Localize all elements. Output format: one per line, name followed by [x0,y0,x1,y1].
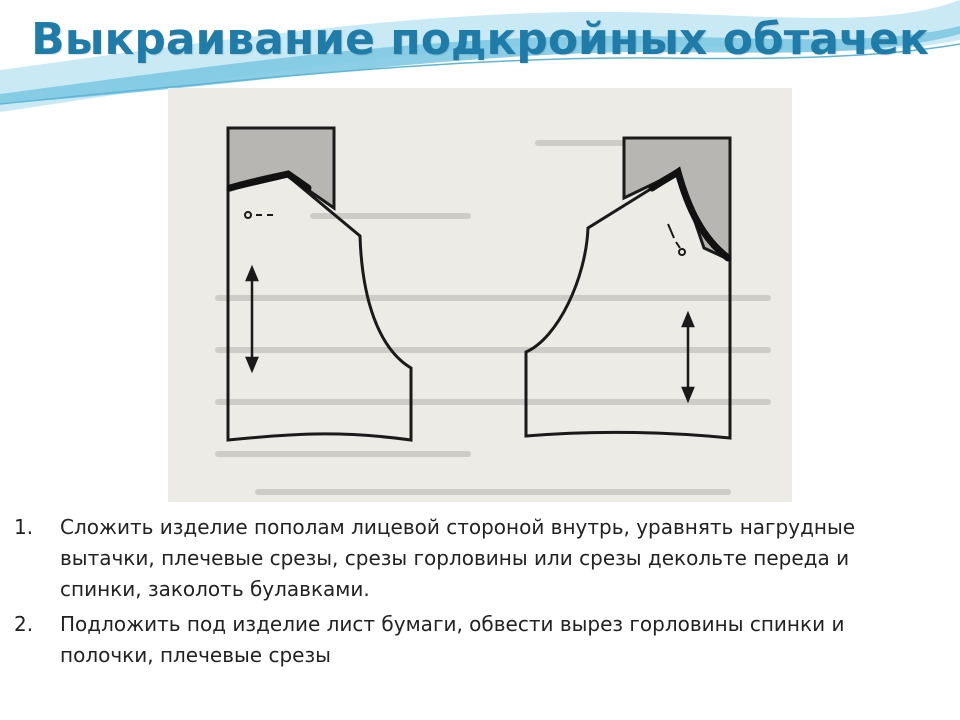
pin-icon [668,224,685,255]
grain-arrow-icon [683,314,693,400]
pattern-diagram-icon [168,88,792,502]
grain-arrow-icon [247,268,257,370]
back-piece [228,128,411,440]
step-text: Подложить под изделие лист бумаги, обвести вырез горловины спинки и полочки, плечевые срезы [60,612,845,667]
list-item [14,609,934,671]
step-number: 2. [14,612,34,636]
front-piece [526,138,730,438]
step-text: Сложить изделие пополам лицевой стороной внутрь, уравнять нагрудные вытачки, плечевые срезы, срезы горловины или срезы декольте переда и спинки, заколоть булавками. [60,515,856,601]
step-number: 1. [14,515,34,539]
pin-icon [245,212,273,218]
instruction-list [14,512,934,675]
back-shaded-neckline-area [228,128,334,208]
pattern-figure [168,88,792,502]
slide-title: Выкраивание подкройных обтачек [31,14,929,65]
list-item [14,512,934,605]
